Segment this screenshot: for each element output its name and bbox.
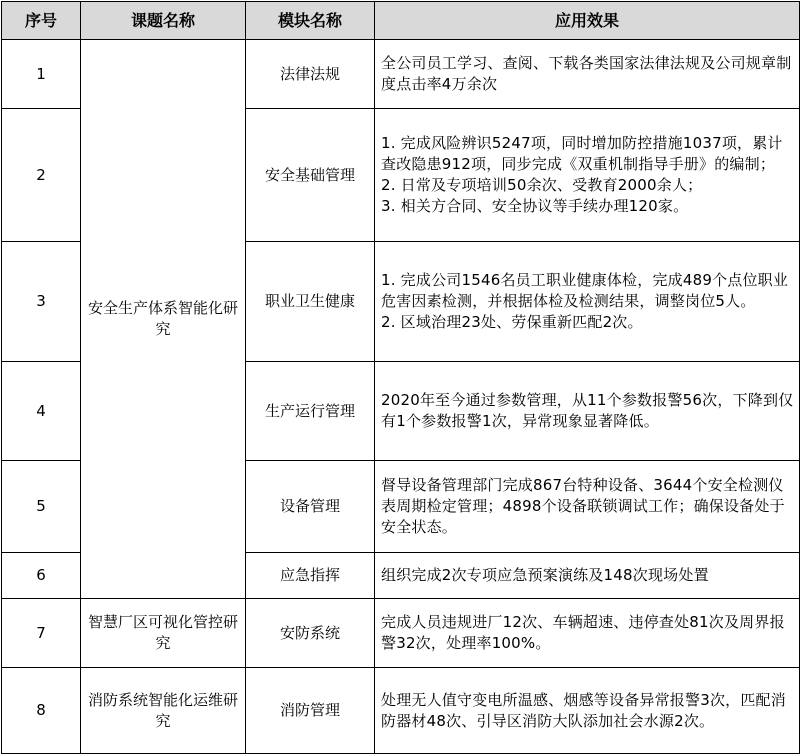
table-row (2, 668, 800, 754)
topic-cell: 安全生产体系智能化研究 (81, 40, 246, 599)
effect-cell: 2020年至今通过参数管理，从11个参数报警56次，下降到仅有1个参数报警1次，异常现象显著降低。 (375, 362, 800, 461)
table-header-row (2, 2, 800, 40)
row-number: 5 (2, 461, 81, 553)
row-number: 4 (2, 362, 81, 461)
row-number: 3 (2, 242, 81, 362)
effect-cell: 1. 完成公司1546名员工职业健康体检，完成489个点位职业危害因素检测，并根据体检及检测结果，调整岗位5人。 2. 区域治理23处、劳保重新匹配2次。 (375, 242, 800, 362)
application-effects-table (1, 1, 800, 754)
effect-cell: 全公司员工学习、查阅、下载各类国家法律法规及公司规章制度点击率4万余次 (375, 40, 800, 109)
table-row (2, 40, 800, 109)
module-cell: 职业卫生健康 (246, 242, 375, 362)
header-topic: 课题名称 (81, 2, 246, 40)
table-row (2, 599, 800, 668)
row-number: 7 (2, 599, 81, 668)
effect-cell: 1. 完成风险辨识5247项，同时增加防控措施1037项，累计查改隐患912项，同步完成《双重机制指导手册》的编制； 2. 日常及专项培训50余次、受教育2000余人； 3. 相关方合同、安全协议等手续办理120家。 (375, 109, 800, 242)
row-number: 1 (2, 40, 81, 109)
effect-cell: 完成人员违规进厂12次、车辆超速、违停查处81次及周界报警32次，处理率100%。 (375, 599, 800, 668)
module-cell: 安防系统 (246, 599, 375, 668)
module-cell: 应急指挥 (246, 553, 375, 599)
header-effect: 应用效果 (375, 2, 800, 40)
row-number: 6 (2, 553, 81, 599)
row-number: 2 (2, 109, 81, 242)
module-cell: 设备管理 (246, 461, 375, 553)
effect-cell: 组织完成2次专项应急预案演练及148次现场处置 (375, 553, 800, 599)
effect-cell: 督导设备管理部门完成867台特种设备、3644个安全检测仪表周期检定管理；4898个设备联锁调试工作；确保设备处于安全状态。 (375, 461, 800, 553)
header-module: 模块名称 (246, 2, 375, 40)
header-no: 序号 (2, 2, 81, 40)
topic-cell: 消防系统智能化运维研究 (81, 668, 246, 754)
topic-cell: 智慧厂区可视化管控研究 (81, 599, 246, 668)
effect-cell: 处理无人值守变电所温感、烟感等设备异常报警3次，匹配消防器材48次、引导区消防大队添加社会水源2次。 (375, 668, 800, 754)
module-cell: 生产运行管理 (246, 362, 375, 461)
row-number: 8 (2, 668, 81, 754)
module-cell: 安全基础管理 (246, 109, 375, 242)
module-cell: 消防管理 (246, 668, 375, 754)
module-cell: 法律法规 (246, 40, 375, 109)
